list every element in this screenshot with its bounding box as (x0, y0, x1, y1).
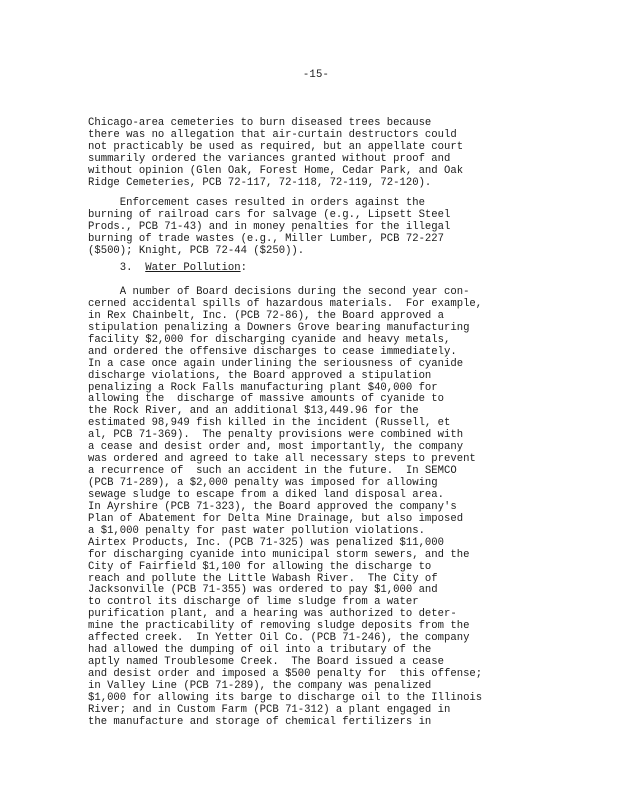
text-line: In a case once again underlining the seriousness of cyanide (88, 357, 464, 370)
text-line: was ordered and agreed to take all necessary steps to prevent (88, 453, 476, 466)
text-line: for discharging cyanide into municipal storm sewers, and the (88, 548, 470, 561)
text-line: there was no allegation that air-curtain destructors could (88, 128, 457, 141)
text-line: stipulation penalizing a Downers Grove bearing manufacturing (88, 321, 470, 334)
section-title: Water Pollution (145, 262, 241, 274)
text-line: A number of Board decisions during the second year con- (88, 286, 470, 298)
text-line: had allowed the dumping of oil into a tributary of the (88, 644, 432, 657)
text-line: mine the practicability of removing sludge deposits from the (88, 620, 470, 633)
section-heading-water-pollution (88, 263, 538, 275)
text-line: al, PCB 71-369). The penalty provisions were combined with (88, 429, 464, 442)
text-line: purification plant, and a hearing was authorized to deter- (88, 608, 457, 621)
text-line: reach and pollute the Little Wabash River. The City of (88, 572, 438, 585)
section-number: 3. (88, 262, 146, 274)
text-line: summarily ordered the variances granted without proof and (88, 152, 451, 165)
text-line: in Rex Chainbelt, Inc. (PCB 72-86), the Board approved a (88, 309, 445, 322)
paragraph-cemetery-variances (88, 118, 538, 190)
text-line: cerned accidental spills of hazardous materials. For example, (88, 297, 483, 310)
text-line: and desist order and imposed a $500 penalty for this offense; (88, 668, 483, 680)
text-line: Enforcement cases resulted in orders against the (88, 197, 425, 209)
paragraph-enforcement-cases (88, 198, 538, 258)
text-line: Plan of Abatement for Delta Mine Drainage, but also imposed (88, 512, 464, 525)
text-line: aptly named Troublesome Creek. The Board issued a cease (88, 656, 445, 669)
text-line: Jacksonville (PCB 71-355) was ordered to pay $1,000 and (88, 584, 438, 597)
text-line: the manufacture and storage of chemical fertilizers in (88, 715, 432, 728)
section-title-colon: : (240, 262, 247, 274)
page-number: -15- (302, 69, 330, 81)
text-line: (PCB 71-289), a $2,000 penalty was imposed for allowing (88, 477, 438, 489)
text-line: and ordered the offensive discharges to cease immediately. (88, 345, 457, 358)
text-line: sewage sludge to escape from a diked land disposal area. (88, 488, 445, 501)
text-line: allowing the discharge of massive amounts of cyanide to (88, 393, 445, 406)
text-line: Ridge Cemeteries, PCB 72-117, 72-118, 72-119, 72-120). (88, 176, 432, 189)
text-line: Chicago-area cemeteries to burn diseased trees because (88, 117, 432, 129)
text-line: City of Fairfield $1,100 for allowing the discharge to (88, 560, 432, 573)
text-line: a $1,000 penalty for past water pollution violations. (88, 524, 425, 537)
text-line: estimated 98,949 fish killed in the incident (Russell, et (88, 417, 451, 430)
text-line: ($500); Knight, PCB 72-44 ($250)). (88, 244, 305, 257)
text-line: Prods., PCB 71-43) and in money penalties for the illegal (88, 220, 451, 233)
text-line: affected creek. In Yetter Oil Co. (PCB 71-246), the company (88, 632, 470, 645)
text-line: burning of railroad cars for salvage (e.g., Lipsett Steel (88, 208, 451, 221)
text-line: the Rock River, and an additional $13,449.96 for the (88, 405, 419, 418)
text-line: without opinion (Glen Oak, Forest Home, Cedar Park, and Oak (88, 164, 464, 177)
paragraph-water-pollution-decisions (88, 287, 538, 729)
text-line: a recurrence of such an accident in the future. In SEMCO (88, 465, 457, 478)
text-line: facility $2,000 for discharging cyanide and heavy metals, (88, 333, 451, 346)
text-line: Airtex Products, Inc. (PCB 71-325) was penalized $11,000 (88, 536, 445, 549)
text-line: burning of trade wastes (e.g., Miller Lumber, PCB 72-227 (88, 232, 445, 245)
text-line: River; and in Custom Farm (PCB 71-312) a plant engaged in (88, 703, 451, 716)
text-line: to control its discharge of lime sludge from a water (88, 596, 419, 609)
text-line: discharge violations, the Board approved a stipulation (88, 369, 432, 382)
text-line: not practicably be used as required, but an appellate court (88, 140, 464, 153)
text-line: In Ayrshire (PCB 71-323), the Board approved the company's (88, 500, 457, 513)
text-line: in Valley Line (PCB 71-289), the company was penalized (88, 679, 432, 692)
text-line: $1,000 for allowing its barge to discharge oil to the Illinois (88, 691, 483, 704)
text-line: a cease and desist order and, most importantly, the company (88, 441, 464, 454)
text-line: penalizing a Rock Falls manufacturing plant $40,000 for (88, 381, 438, 394)
